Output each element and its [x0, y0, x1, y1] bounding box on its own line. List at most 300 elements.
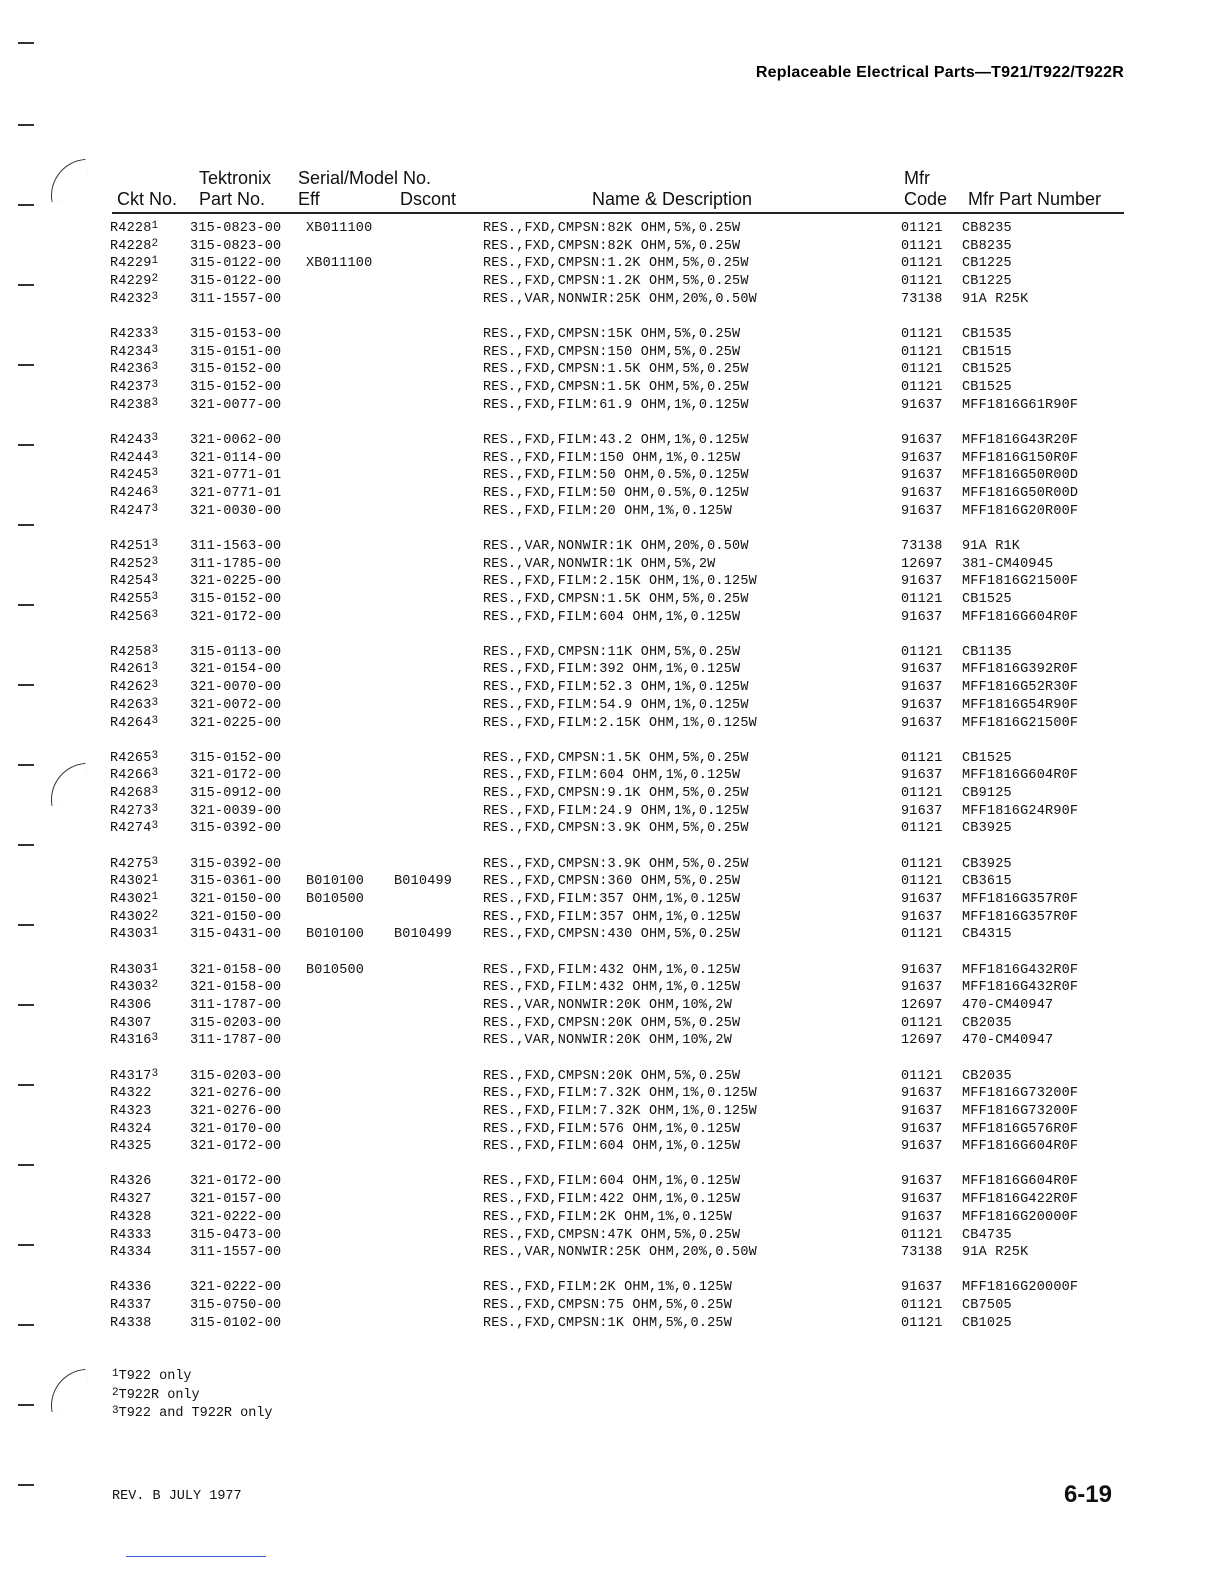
mfr-code: 91637: [901, 503, 943, 519]
ckt-number: [110, 873, 158, 892]
ckt-number: [110, 1279, 152, 1297]
ckt-number-text: R4323: [110, 1103, 152, 1119]
footnote-ref: 3: [151, 573, 159, 586]
footnote-ref: 3: [151, 855, 159, 868]
mfr-part-number: MFF1816G61R90F: [962, 397, 1079, 413]
tektronix-part-number: 321-0225-00: [190, 574, 282, 590]
mfr-part-number: CB1525: [962, 362, 1012, 378]
ckt-number: [110, 661, 158, 680]
group-spacer: [0, 1156, 1224, 1174]
mfr-part-number: 381-CM40945: [962, 556, 1054, 572]
tektronix-part-number: 321-0158-00: [190, 980, 282, 996]
footnote-ref: 3: [151, 714, 159, 727]
tektronix-part-number: 321-0072-00: [190, 697, 282, 713]
tektronix-part-number: 315-0113-00: [190, 644, 282, 660]
mfr-code: 01121: [901, 874, 943, 890]
table-row: [0, 715, 1224, 733]
table-row: [0, 450, 1224, 468]
ckt-number-text: R4275: [110, 856, 152, 872]
serial-eff: B010500: [306, 962, 365, 978]
tektronix-part-number: 321-0170-00: [190, 1121, 282, 1137]
mfr-code: 91637: [901, 468, 943, 484]
mfr-part-number: CB1515: [962, 344, 1012, 360]
ckt-number: [110, 1297, 152, 1315]
name-description: RES.,FXD,FILM:604 OHM,1%,0.125W: [483, 1174, 741, 1190]
table-row: [0, 273, 1224, 291]
tektronix-part-number: 315-0152-00: [190, 750, 282, 766]
col-mfr-line1: Mfr: [904, 168, 930, 188]
tektronix-part-number: 311-1785-00: [190, 556, 282, 572]
ckt-number: [110, 1015, 152, 1033]
footnote-ref: 3: [151, 290, 159, 303]
mfr-code: 91637: [901, 1086, 943, 1102]
footnote-ref: 1: [151, 873, 159, 886]
mfr-part-number: MFF1816G21500F: [962, 715, 1079, 731]
ckt-number-text: R4264: [110, 715, 152, 731]
ckt-number: [110, 767, 158, 786]
footnote-ref: 3: [151, 608, 159, 621]
mfr-part-number: 91A R25K: [962, 291, 1029, 307]
footnote-marker: 1: [112, 1368, 119, 1380]
ckt-number: [110, 432, 158, 451]
ckt-number: [110, 573, 158, 592]
name-description: RES.,FXD,CMPSN:82K OHM,5%,0.25W: [483, 221, 741, 236]
ckt-number-text: R4252: [110, 556, 152, 572]
mfr-part-number: MFF1816G21500F: [962, 574, 1079, 590]
table-row: [0, 856, 1224, 874]
page-number: 6-19: [1063, 1481, 1112, 1508]
name-description: RES.,FXD,CMPSN:1.2K OHM,5%,0.25W: [483, 256, 749, 272]
col-mfr-part-number: Mfr Part Number: [968, 189, 1102, 209]
ckt-number-text: R4229: [110, 256, 152, 272]
ckt-number-text: R4233: [110, 326, 152, 342]
group-spacer: [0, 1050, 1224, 1068]
footnote-ref: 3: [151, 785, 159, 798]
tektronix-part-number: 321-0030-00: [190, 503, 282, 519]
tektronix-part-number: 321-0771-01: [190, 485, 282, 501]
name-description: RES.,FXD,FILM:7.32K OHM,1%,0.125W: [483, 1086, 757, 1102]
name-description: RES.,FXD,FILM:2K OHM,1%,0.125W: [483, 1280, 733, 1296]
ckt-number: [110, 1138, 152, 1156]
footnote-ref: 2: [151, 273, 159, 286]
footnote-ref: 3: [151, 802, 159, 815]
ckt-number: [110, 485, 158, 504]
mfr-code: 01121: [901, 274, 943, 290]
mfr-part-number: MFF1816G604R0F: [962, 1139, 1079, 1155]
ckt-number: [110, 591, 158, 610]
ckt-number-text: R4243: [110, 432, 152, 448]
serial-eff: B010100: [306, 927, 365, 943]
tektronix-part-number: 321-0062-00: [190, 432, 282, 448]
name-description: RES.,FXD,FILM:604 OHM,1%,0.125W: [483, 768, 741, 784]
mfr-code: 91637: [901, 980, 943, 996]
mfr-part-number: CB8235: [962, 221, 1012, 236]
mfr-part-number: MFF1816G20000F: [962, 1280, 1079, 1296]
name-description: RES.,FXD,FILM:432 OHM,1%,0.125W: [483, 980, 741, 996]
mfr-code: 91637: [901, 697, 943, 713]
name-description: RES.,VAR,NONWIR:20K OHM,10%,2W: [483, 997, 733, 1013]
name-description: RES.,FXD,CMPSN:3.9K OHM,5%,0.25W: [483, 856, 749, 872]
ckt-number-text: R4268: [110, 786, 152, 802]
bottom-rule: [126, 1556, 266, 1557]
ckt-number-text: R4228: [110, 238, 152, 254]
mfr-code: 12697: [901, 997, 943, 1013]
ckt-number-text: R4302: [110, 909, 152, 925]
mfr-code: 01121: [901, 238, 943, 254]
footnote-ref: 3: [151, 696, 159, 709]
name-description: RES.,FXD,FILM:604 OHM,1%,0.125W: [483, 609, 741, 625]
ckt-number-text: R4325: [110, 1139, 152, 1155]
ckt-number: [110, 679, 158, 698]
column-headers: [0, 168, 1224, 214]
col-name-description: Name & Description: [592, 189, 753, 209]
table-row: [0, 1015, 1224, 1033]
ckt-number: [110, 891, 158, 910]
name-description: RES.,FXD,CMPSN:3.9K OHM,5%,0.25W: [483, 821, 749, 837]
ckt-number: [110, 644, 158, 663]
table-row: [0, 1279, 1224, 1297]
ckt-number-text: R4306: [110, 997, 152, 1013]
tektronix-part-number: 321-0150-00: [190, 909, 282, 925]
ckt-number: [110, 697, 158, 716]
tektronix-part-number: 315-0152-00: [190, 362, 282, 378]
tektronix-part-number: 311-1787-00: [190, 1033, 282, 1049]
name-description: RES.,FXD,FILM:357 OHM,1%,0.125W: [483, 909, 741, 925]
name-description: RES.,FXD,FILM:61.9 OHM,1%,0.125W: [483, 397, 749, 413]
footnote-ref: 1: [151, 220, 159, 232]
table-row: [0, 326, 1224, 344]
ckt-number: [110, 1209, 152, 1227]
name-description: RES.,VAR,NONWIR:1K OHM,20%,0.50W: [483, 538, 749, 554]
ckt-number-text: R4256: [110, 609, 152, 625]
ckt-number-text: R4334: [110, 1245, 152, 1261]
footnote-ref: 1: [151, 891, 159, 903]
footnote-ref: 3: [151, 661, 159, 674]
mfr-code: 01121: [901, 927, 943, 943]
table-row: [0, 1085, 1224, 1103]
name-description: RES.,FXD,CMPSN:20K OHM,5%,0.25W: [483, 1015, 741, 1031]
mfr-part-number: CB3925: [962, 856, 1012, 872]
ckt-number-text: R4258: [110, 644, 152, 660]
ckt-number-text: R4232: [110, 291, 152, 307]
group-spacer: [0, 944, 1224, 962]
table-row: [0, 467, 1224, 485]
tektronix-part-number: 321-0276-00: [190, 1103, 282, 1119]
name-description: RES.,VAR,NONWIR:20K OHM,10%,2W: [483, 1033, 733, 1049]
tektronix-part-number: 315-0152-00: [190, 380, 282, 395]
footnote-ref: 3: [151, 643, 159, 656]
mfr-part-number: MFF1816G604R0F: [962, 1174, 1079, 1190]
footnote: [112, 1387, 273, 1406]
ckt-number-text: R4322: [110, 1086, 152, 1102]
ckt-number-text: R4337: [110, 1298, 152, 1314]
ckt-number-text: R4326: [110, 1174, 152, 1190]
mfr-code: 91637: [901, 680, 943, 696]
tektronix-part-number: 321-0172-00: [190, 1174, 282, 1190]
tektronix-part-number: 321-0222-00: [190, 1280, 282, 1296]
name-description: RES.,FXD,CMPSN:1.5K OHM,5%,0.25W: [483, 591, 749, 607]
ckt-number: [110, 326, 158, 345]
ckt-number: [110, 220, 158, 239]
mfr-code: 01121: [901, 344, 943, 360]
footnote-ref: 3: [151, 537, 159, 550]
tektronix-part-number: 321-0039-00: [190, 803, 282, 819]
mfr-part-number: CB8235: [962, 238, 1012, 254]
ckt-number: [110, 926, 158, 945]
tektronix-part-number: 315-0122-00: [190, 274, 282, 290]
ckt-number-text: R4237: [110, 380, 152, 395]
name-description: RES.,FXD,CMPSN:15K OHM,5%,0.25W: [483, 326, 741, 342]
footnotes: [112, 1368, 273, 1424]
mfr-code: 91637: [901, 768, 943, 784]
table-row: [0, 397, 1224, 415]
ckt-number-text: R4265: [110, 750, 152, 766]
mfr-part-number: MFF1816G357R0F: [962, 892, 1079, 907]
tektronix-part-number: 321-0077-00: [190, 397, 282, 413]
ckt-number: [110, 556, 158, 575]
mfr-code: 73138: [901, 1245, 943, 1261]
mfr-code: 01121: [901, 326, 943, 342]
ckt-number-text: R4317: [110, 1068, 152, 1084]
tektronix-part-number: 315-0431-00: [190, 927, 282, 943]
mfr-part-number: MFF1816G422R0F: [962, 1192, 1079, 1208]
tektronix-part-number: 315-0750-00: [190, 1298, 282, 1314]
mfr-part-number: CB3925: [962, 821, 1012, 837]
ckt-number-text: R4302: [110, 874, 152, 890]
footnote-ref: 3: [151, 502, 159, 515]
footnote-ref: 3: [151, 431, 159, 444]
mfr-code: 01121: [901, 821, 943, 837]
mfr-part-number: MFF1816G604R0F: [962, 768, 1079, 784]
tektronix-part-number: 311-1563-00: [190, 538, 282, 554]
mfr-code: 01121: [901, 1298, 943, 1314]
name-description: RES.,FXD,FILM:2K OHM,1%,0.125W: [483, 1209, 733, 1225]
mfr-code: 12697: [901, 556, 943, 572]
ckt-number-text: R4255: [110, 591, 152, 607]
tektronix-part-number: 315-0473-00: [190, 1227, 282, 1243]
ckt-number-text: R4303: [110, 980, 152, 996]
ckt-number: [110, 997, 152, 1015]
ckt-number-text: R4238: [110, 397, 152, 413]
mfr-part-number: MFF1816G52R30F: [962, 680, 1079, 696]
ckt-number-text: R4262: [110, 680, 152, 696]
ckt-number-text: R4247: [110, 503, 152, 519]
table-row: [0, 609, 1224, 627]
mfr-code: 91637: [901, 1121, 943, 1137]
ckt-number: [110, 609, 158, 628]
ckt-number-text: R4266: [110, 768, 152, 784]
name-description: RES.,FXD,CMPSN:20K OHM,5%,0.25W: [483, 1068, 741, 1084]
table-row: [0, 785, 1224, 803]
mfr-code: 91637: [901, 909, 943, 925]
mfr-code: 91637: [901, 1174, 943, 1190]
ckt-number: [110, 1103, 152, 1121]
table-row: [0, 661, 1224, 679]
ckt-number: [110, 909, 158, 928]
ckt-number: [110, 291, 158, 310]
page-header-title: Replaceable Electrical Parts—T921/T922/T922R: [755, 64, 1124, 81]
tektronix-part-number: 315-0912-00: [190, 786, 282, 802]
table-row: [0, 485, 1224, 503]
table-row: [0, 997, 1224, 1015]
table-row: [0, 1138, 1224, 1156]
mfr-part-number: MFF1816G576R0F: [962, 1121, 1079, 1137]
footnote-marker: 3: [112, 1405, 119, 1418]
name-description: RES.,FXD,FILM:7.32K OHM,1%,0.125W: [483, 1103, 757, 1119]
mfr-part-number: CB4735: [962, 1227, 1012, 1243]
mfr-code: 91637: [901, 609, 943, 625]
ckt-number-text: R4245: [110, 468, 152, 484]
serial-eff: XB011100: [306, 221, 373, 236]
ckt-number: [110, 503, 158, 522]
group-spacer: [0, 414, 1224, 432]
footnote-ref: 3: [151, 555, 159, 568]
mfr-part-number: 91A R1K: [962, 538, 1021, 554]
ckt-number: [110, 803, 158, 822]
parts-table: [0, 220, 1224, 1332]
name-description: RES.,FXD,CMPSN:150 OHM,5%,0.25W: [483, 344, 741, 360]
ckt-number: [110, 361, 158, 380]
mfr-part-number: CB3615: [962, 874, 1012, 890]
serial-eff: XB011100: [306, 256, 373, 272]
ckt-number: [110, 856, 158, 875]
ckt-number-text: R4263: [110, 697, 152, 713]
name-description: RES.,FXD,FILM:50 OHM,0.5%,0.125W: [483, 485, 749, 501]
mfr-code: 91637: [901, 450, 943, 466]
ckt-number: [110, 379, 158, 398]
name-description: RES.,FXD,CMPSN:75 OHM,5%,0.25W: [483, 1298, 733, 1314]
tektronix-part-number: 321-0172-00: [190, 1139, 282, 1155]
footnote-ref: 3: [151, 379, 159, 391]
footnote-ref: 3: [151, 396, 159, 409]
ckt-number-text: R4333: [110, 1227, 152, 1243]
col-ckt-no: Ckt No.: [117, 189, 178, 209]
name-description: RES.,FXD,FILM:576 OHM,1%,0.125W: [483, 1121, 741, 1137]
name-description: RES.,FXD,CMPSN:82K OHM,5%,0.25W: [483, 238, 741, 254]
footnote-ref: 2: [151, 979, 159, 992]
name-description: RES.,FXD,CMPSN:430 OHM,5%,0.25W: [483, 927, 741, 943]
mfr-code: 01121: [901, 591, 943, 607]
ckt-number-text: R4234: [110, 344, 152, 360]
name-description: RES.,VAR,NONWIR:25K OHM,20%,0.50W: [483, 291, 757, 307]
table-row: [0, 1121, 1224, 1139]
footnote-text: T922R only: [118, 1387, 200, 1403]
mfr-code: 91637: [901, 715, 943, 731]
table-row: [0, 697, 1224, 715]
mfr-code: 01121: [901, 221, 943, 236]
name-description: RES.,FXD,FILM:54.9 OHM,1%,0.125W: [483, 697, 749, 713]
table-row: [0, 238, 1224, 256]
footnote-ref: 3: [151, 325, 159, 338]
mfr-code: 12697: [901, 1033, 943, 1049]
mfr-code: 91637: [901, 574, 943, 590]
ckt-number-text: R4327: [110, 1192, 152, 1208]
ckt-number: [110, 238, 158, 257]
name-description: RES.,VAR,NONWIR:25K OHM,20%,0.50W: [483, 1245, 757, 1261]
ckt-number: [110, 397, 158, 416]
ckt-number: [110, 1191, 152, 1209]
mfr-part-number: 470-CM40947: [962, 997, 1054, 1013]
mfr-part-number: MFF1816G73200F: [962, 1086, 1079, 1102]
mfr-code: 01121: [901, 644, 943, 660]
ckt-number: [110, 1315, 152, 1333]
tektronix-part-number: 321-0157-00: [190, 1192, 282, 1208]
tektronix-part-number: 315-0102-00: [190, 1315, 282, 1331]
tektronix-part-number: 321-0172-00: [190, 609, 282, 625]
table-row: [0, 538, 1224, 556]
ckt-number-text: R4303: [110, 927, 152, 943]
name-description: RES.,FXD,FILM:357 OHM,1%,0.125W: [483, 892, 741, 907]
mfr-code: 91637: [901, 1280, 943, 1296]
ckt-number-text: R4336: [110, 1280, 152, 1296]
mfr-code: 01121: [901, 362, 943, 378]
tektronix-part-number: 315-0152-00: [190, 591, 282, 607]
tektronix-part-number: 315-0392-00: [190, 856, 282, 872]
ckt-number: [110, 255, 158, 274]
ckt-number: [110, 1121, 152, 1139]
name-description: RES.,FXD,CMPSN:360 OHM,5%,0.25W: [483, 874, 741, 890]
mfr-part-number: MFF1816G50R00D: [962, 468, 1079, 484]
table-row: [0, 1191, 1224, 1209]
name-description: RES.,FXD,FILM:52.3 OHM,1%,0.125W: [483, 680, 749, 696]
name-description: RES.,FXD,CMPSN:1.5K OHM,5%,0.25W: [483, 362, 749, 378]
table-row: [0, 291, 1224, 309]
col-dscont: Dscont: [400, 189, 457, 209]
col-tektronix-line1: Tektronix: [199, 168, 272, 188]
name-description: RES.,FXD,CMPSN:1.2K OHM,5%,0.25W: [483, 274, 749, 290]
mfr-part-number: MFF1816G24R90F: [962, 803, 1079, 819]
footnote-ref: 3: [151, 590, 159, 603]
table-row: [0, 820, 1224, 838]
tektronix-part-number: 315-0151-00: [190, 344, 282, 360]
footnote-text: T922 only: [118, 1369, 192, 1384]
ckt-number-text: R4328: [110, 1209, 152, 1225]
table-row: [0, 679, 1224, 697]
mfr-part-number: 91A R25K: [962, 1245, 1029, 1261]
ckt-number: [110, 979, 158, 998]
group-spacer: [0, 838, 1224, 856]
tektronix-part-number: 321-0225-00: [190, 715, 282, 731]
mfr-code: 73138: [901, 538, 943, 554]
mfr-part-number: CB1525: [962, 591, 1012, 607]
mfr-part-number: CB9125: [962, 786, 1012, 802]
ckt-number-text: R4273: [110, 803, 152, 819]
footnote-ref: 2: [151, 908, 159, 921]
mfr-part-number: CB7505: [962, 1298, 1012, 1314]
footnote-ref: 3: [151, 1067, 159, 1080]
ckt-number: [110, 1244, 152, 1262]
table-row: [0, 1244, 1224, 1262]
footnote-ref: 3: [151, 1032, 159, 1045]
mfr-part-number: MFF1816G73200F: [962, 1103, 1079, 1119]
mfr-part-number: MFF1816G432R0F: [962, 962, 1079, 978]
ckt-number: [110, 785, 158, 804]
ckt-number-text: R4302: [110, 892, 152, 907]
header-rule: [112, 212, 1124, 214]
table-row: [0, 379, 1224, 397]
mfr-code: 01121: [901, 1227, 943, 1243]
footnote-ref: 1: [151, 926, 159, 939]
footnote-ref: 3: [151, 749, 159, 762]
mfr-part-number: 470-CM40947: [962, 1033, 1054, 1049]
name-description: RES.,FXD,CMPSN:47K OHM,5%,0.25W: [483, 1227, 741, 1243]
table-row: [0, 926, 1224, 944]
tektronix-part-number: 311-1557-00: [190, 1245, 282, 1261]
table-row: [0, 255, 1224, 273]
table-row: [0, 573, 1224, 591]
mfr-part-number: CB1525: [962, 750, 1012, 766]
mfr-code: 91637: [901, 485, 943, 501]
